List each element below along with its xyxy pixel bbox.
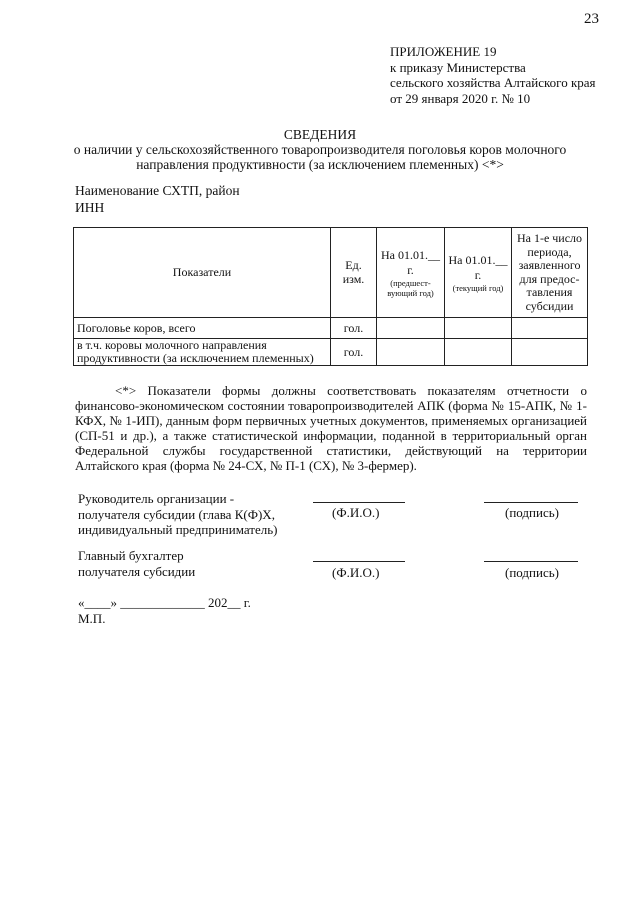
header-unit: Ед. изм. [331,228,377,318]
appendix-line: от 29 января 2020 г. № 10 [390,90,531,106]
date-stamp-block [78,595,251,626]
appendix-line: ПРИЛОЖЕНИЕ 19 [390,44,497,59]
header-curr-year [445,228,512,318]
inn-label: ИНН [75,200,105,215]
header-indicator: Показатели [74,228,331,318]
date-line: «____» _____________ 202__ г. [78,595,251,610]
appendix-header [390,44,596,106]
subject-info [75,182,240,216]
appendix-line: к приказу Министерства [390,59,526,75]
row-indicator: Поголовье коров, всего [74,318,331,339]
accountant-fio-line[interactable] [313,561,405,562]
row-value-cell[interactable] [512,339,588,366]
head-fio-line[interactable] [313,502,405,503]
header-prev-year [377,228,445,318]
header-curr-note: (текущий год) [452,282,504,293]
header-prev-main: На 01.01.__ г. [381,247,440,277]
table-row [74,318,588,339]
row-value-cell[interactable] [377,339,445,366]
head-signatory-label [78,491,278,538]
document-title [0,127,640,172]
accountant-signatory-label [78,548,195,579]
header-period: На 1-е число периода, заявленного для предос-тавления субсидии [512,228,588,318]
row-value-cell[interactable] [445,318,512,339]
row-indicator: в т.ч. коровы молочного направления продуктивности (за исключением племенных) [74,339,331,366]
table-row [74,339,588,366]
livestock-table [73,227,588,366]
name-label: Наименование СХТП, район [75,183,240,198]
head-signature-caption: (подпись) [505,505,559,520]
appendix-line: сельского хозяйства Алтайского края [390,75,596,90]
head-signature-line[interactable] [484,502,578,503]
title-heading: СВЕДЕНИЯ [283,127,357,142]
row-unit: гол. [331,339,377,366]
accountant-signature-caption: (подпись) [505,565,559,580]
head-fio-caption: (Ф.И.О.) [332,505,380,520]
accountant-signature-line[interactable] [484,561,578,562]
row-value-cell[interactable] [377,318,445,339]
table-header-row [74,228,588,318]
page-number: 23 [584,11,599,27]
row-value-cell[interactable] [445,339,512,366]
title-line: о наличии у сельскохозяйственного товаропроизводителя поголовья коров молочного [73,142,567,157]
footnote: <*> Показатели формы должны соответствовать показателям отчетности о финансово-экономическом состоянии товаропроизводителей АПК (форма № 15-АПК, № 1-КФХ, № 1-ИП), данным форм первичных учетных документов, применяемых организацией (СП-51 и др.), а также статистической информации, поданной в территориальный орган Федеральной службы государственной статистики, действующий на территории Алтайского края (форма № 24-СХ, № П-1 (СХ), № 3-фермер). [75,383,587,473]
head-label-line: Руководитель организации - [78,491,235,506]
accountant-fio-caption: (Ф.И.О.) [332,565,380,580]
accountant-label-line: получателя субсидии [78,563,196,579]
accountant-label-line: Главный бухгалтер [78,548,184,563]
row-unit: гол. [331,318,377,339]
head-label-line: индивидуальный предприниматель) [78,522,278,537]
header-curr-main: На 01.01.__ г. [448,252,508,282]
row-value-cell[interactable] [512,318,588,339]
stamp-label: М.П. [78,610,106,626]
header-prev-note: (предшест-вующий год) [387,277,434,298]
title-line: направления продуктивности (за исключением племенных) <*> [136,157,504,172]
head-label-line: получателя субсидии (глава К(Ф)Х, [78,506,275,522]
